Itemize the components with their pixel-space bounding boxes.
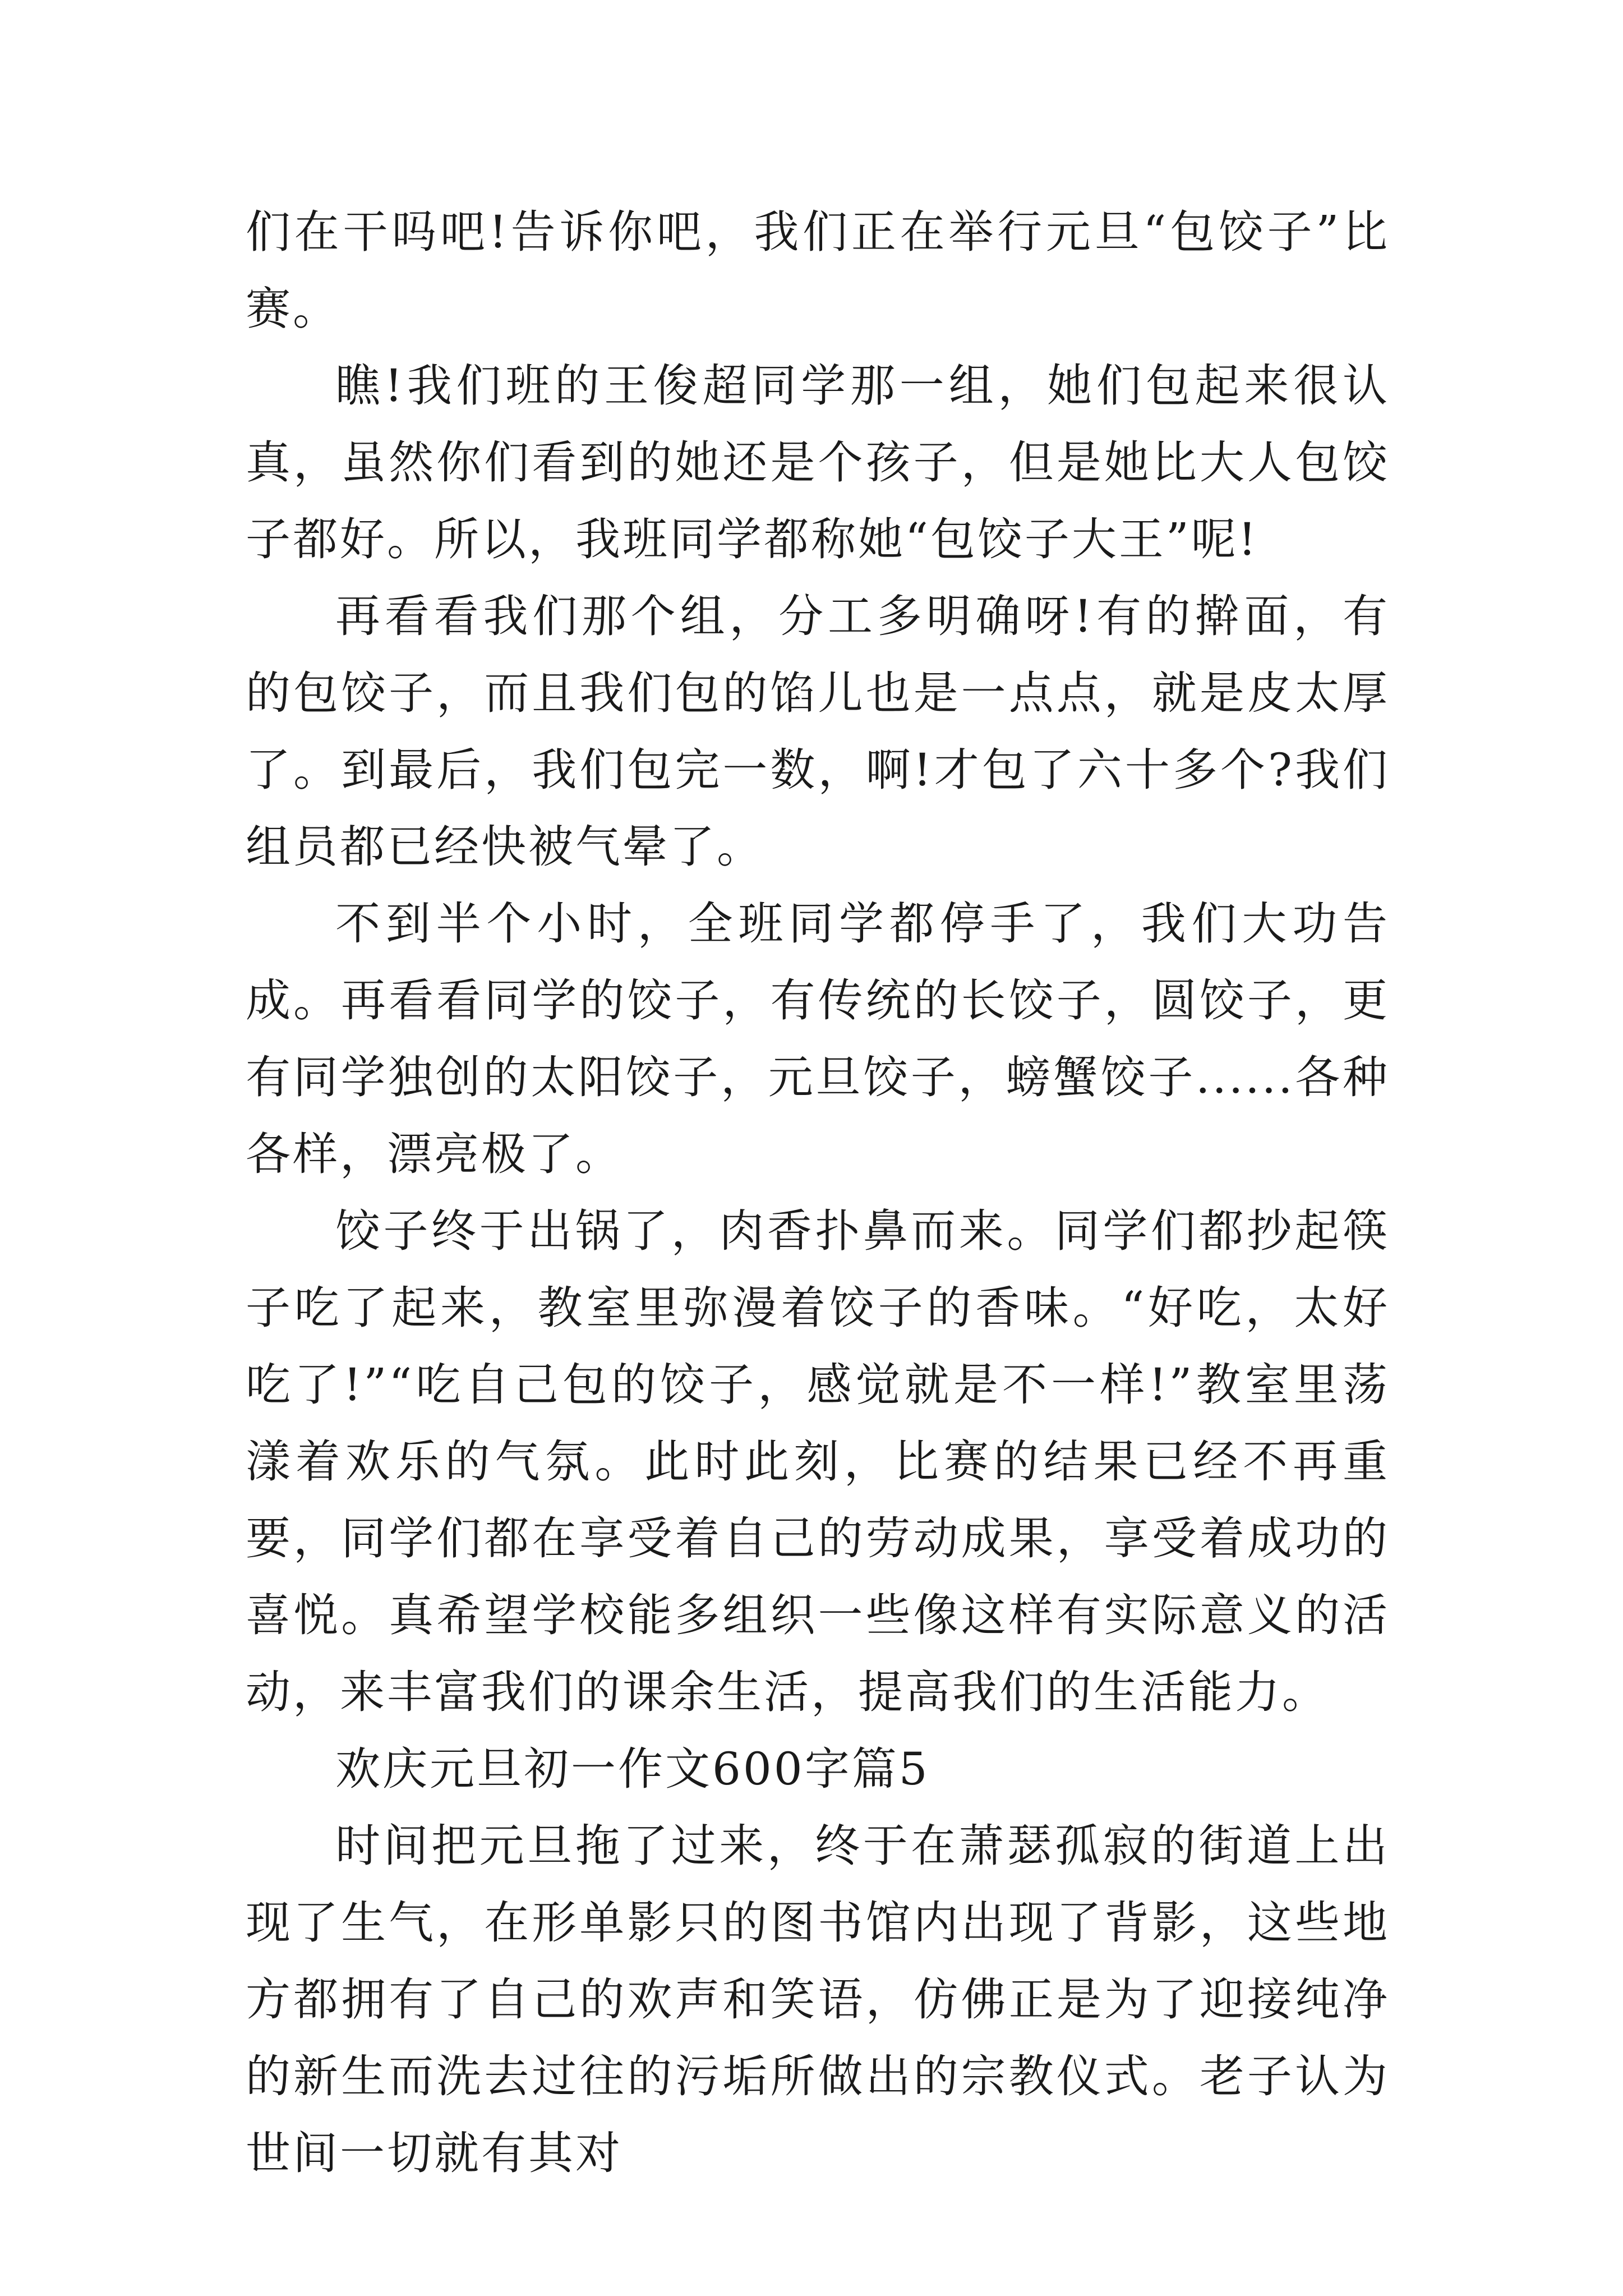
paragraph-wang-junchao: 瞧!我们班的王俊超同学那一组，她们包起来很认真，虽然你们看到的她还是个孩子，但是她比大人包饺子都好。所以，我班同学都称她“包饺子大王”呢! [246,360,1390,565]
section-heading: 欢庆元旦初一作文600字篇5 [335,1743,930,1795]
paragraph-our-group: 再看看我们那个组，分工多明确呀!有的擀面，有的包饺子，而且我们包的馅儿也是一点点，就是皮太厚了。到最后，我们包完一数，啊!才包了六十多个?我们组员都已经快被气晕了。 [246,590,1390,873]
paragraph-dumplings-cooked: 饺子终于出锅了，肉香扑鼻而来。同学们都抄起筷子吃了起来，教室里弥漫着饺子的香味。“好吃，太好吃了!”“吃自己包的饺子，感觉就是不一样!”教室里荡漾着欢乐的气氛。此时此刻，比赛的结果已经不再重要，同学们都在享受着自己的劳动成果，享受着成功的喜悦。真希望学校能多组织一些像这样有实际意义的活动，来丰富我们的课余生活，提高我们的生活能力。 [246,1205,1390,1718]
paragraph-new-year-arrives: 时间把元旦拖了过来，终于在萧瑟孤寂的街道上出现了生气，在形单影只的图书馆内出现了背影，这些地方都拥有了自己的欢声和笑语，仿佛正是为了迎接纯净的新生而洗去过往的污垢所做出的宗教仪式。老子认为世间一切就有其对 [246,1820,1390,2179]
paragraph-continuation: 们在干吗吧!告诉你吧，我们正在举行元旦“包饺子”比赛。 [246,206,1390,335]
paragraph-half-hour: 不到半个小时，全班同学都停手了，我们大功告成。再看看同学的饺子，有传统的长饺子，圆饺子，更有同学独创的太阳饺子，元旦饺子，螃蟹饺子......各种各样，漂亮极了。 [246,898,1390,1180]
article-body [246,194,1390,2192]
